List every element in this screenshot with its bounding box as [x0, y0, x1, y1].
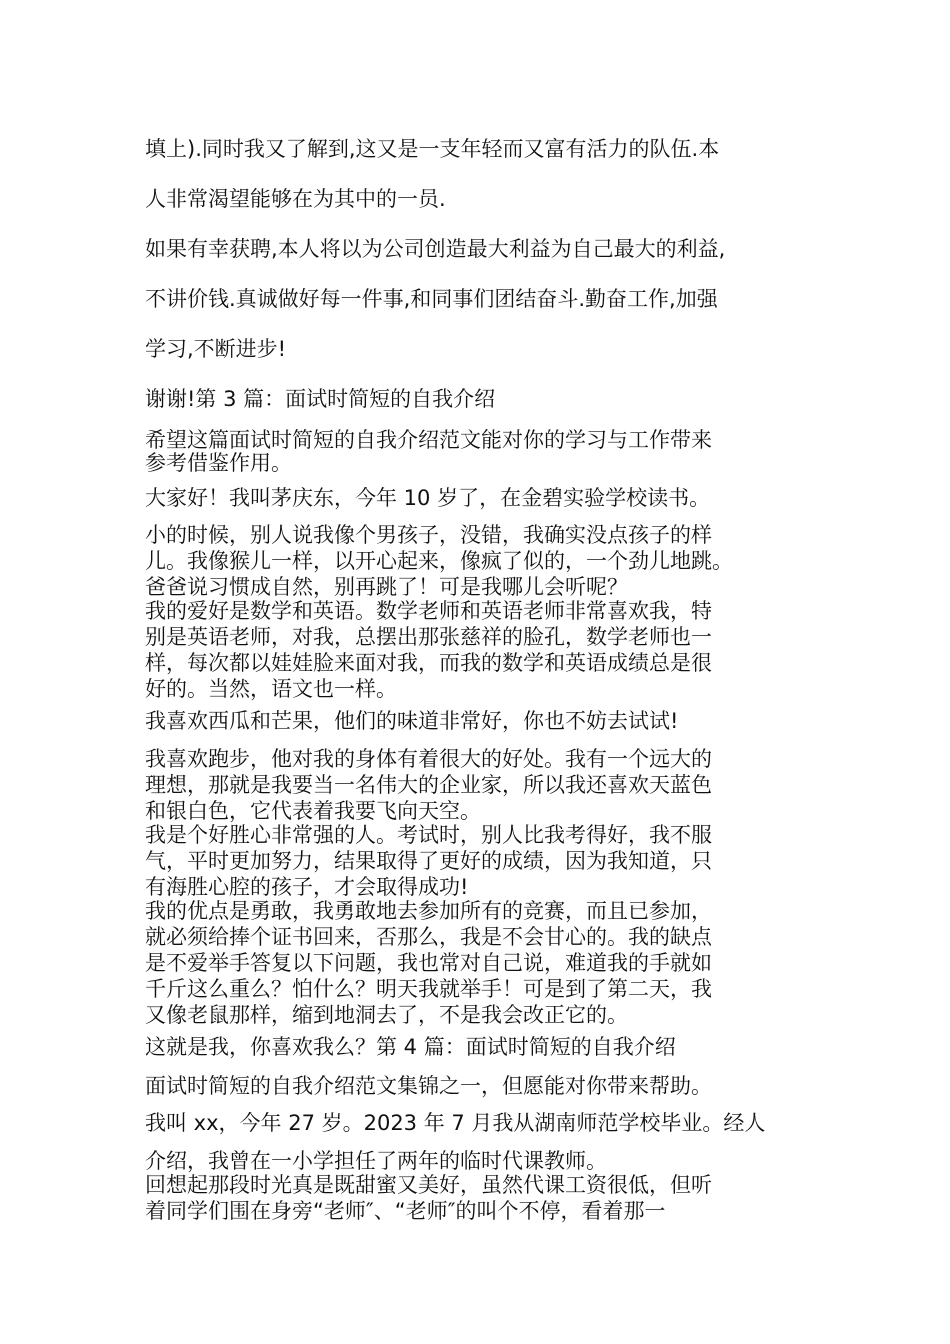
text-line: 别是英语老师，对我，总摆出那张慈祥的脸孔，数学老师也一 [145, 625, 712, 649]
text-line: 爸爸说习惯成自然，别再跳了！可是我哪儿会听呢？ [145, 575, 628, 599]
text-line: 就必须给捧个证书回来，否那么，我是不会甘心的。我的缺点 [145, 925, 712, 949]
text-line: 是不爱举手答复以下问题，我也常对自己说，难道我的手就如 [145, 951, 712, 975]
text-line: 样，每次都以娃娃脸来面对我，而我的数学和英语成绩总是很 [145, 651, 712, 675]
text-line: 又像老鼠那样，缩到地洞去了，不是我会改正它的。 [145, 1003, 628, 1027]
text-line: 儿。我像猴儿一样，以开心起来，像疯了似的，一个劲儿地跳。 [145, 549, 733, 573]
text-line: 介绍，我曾在一小学担任了两年的临时代课教师。 [145, 1149, 607, 1173]
section-heading: 谢谢!第 3 篇：面试时简短的自我介绍 [145, 387, 496, 411]
text-line: 回想起那段时光真是既甜蜜又美好，虽然代课工资很低，但听 [145, 1173, 712, 1197]
text-line: 不讲价钱.真诚做好每一件事,和同事们团结奋斗.勤奋工作,加强 [145, 287, 718, 311]
text-line: 参考借鉴作用。 [145, 451, 292, 475]
text-line: 理想，那就是我要当一名伟大的企业家，所以我还喜欢天蓝色 [145, 773, 712, 797]
text-line: 好的。当然，语文也一样。 [145, 677, 397, 701]
text-line: 我的优点是勇敢，我勇敢地去参加所有的竞赛，而且已参加， [145, 899, 712, 923]
text-line: 我喜欢西瓜和芒果，他们的味道非常好，你也不妨去试试! [145, 709, 679, 733]
text-line: 学习,不断进步! [145, 337, 287, 361]
text-line: 我叫 xx，今年 27 岁。2023 年 7 月我从湖南师范学校毕业。经人 [145, 1111, 766, 1135]
text-line: 有海胜心腔的孩子，才会取得成功! [145, 875, 469, 899]
text-line: 着同学们围在身旁“老师″、“老师″的叫个不停，看着那一 [145, 1199, 666, 1223]
text-line: 如果有幸获聘,本人将以为公司创造最大利益为自己最大的利益, [145, 237, 726, 261]
section-heading: 这就是我，你喜欢我么？第 4 篇：面试时简短的自我介绍 [145, 1035, 676, 1059]
text-line: 面试时简短的自我介绍范文集锦之一，但愿能对你带来帮助。 [145, 1074, 712, 1098]
text-line: 我的爱好是数学和英语。数学老师和英语老师非常喜欢我，特 [145, 599, 712, 623]
text-line: 人非常渴望能够在为其中的一员. [145, 187, 446, 211]
text-line: 希望这篇面试时简短的自我介绍范文能对你的学习与工作带来 [145, 428, 712, 452]
text-line: 大家好！我叫茅庆东，今年 10 岁了，在金碧实验学校读书。 [145, 486, 711, 510]
text-line: 我是个好胜心非常强的人。考试时，别人比我考得好，我不服 [145, 823, 712, 847]
text-line: 小的时候，别人说我像个男孩子，没错，我确实没点孩子的样 [145, 523, 712, 547]
text-line: 气，平时更加努力，结果取得了更好的成绩，因为我知道，只 [145, 849, 712, 873]
text-line: 我喜欢跑步，他对我的身体有着很大的好处。我有一个远大的 [145, 747, 712, 771]
text-line: 千斤这么重么？怕什么？明天我就举手！可是到了第二天，我 [145, 977, 712, 1001]
text-line: 填上).同时我又了解到,这又是一支年轻而又富有活力的队伍.本 [145, 137, 720, 161]
text-line: 和银白色，它代表着我要飞向天空。 [145, 799, 481, 823]
